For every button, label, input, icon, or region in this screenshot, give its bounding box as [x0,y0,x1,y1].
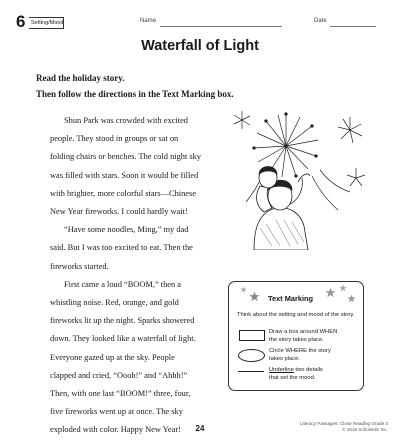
story-line: First came a loud “BOOM,” then a [64,279,181,289]
unit-number: 6 [16,12,26,31]
story-line: said. But I was too excited to eat. Then the [50,243,193,253]
instruction-line: Then follow the directions in the Text Marking box. [36,89,234,99]
box-symbol [239,330,265,341]
date-line[interactable] [330,26,376,27]
story-line: down. They looked like a waterfall of light. [50,334,196,344]
instruction-line: the story takes place. [269,337,324,344]
story-text [50,112,230,440]
story-line: was filled with stars. Soon it would be filled [50,170,199,180]
page-number: 24 [195,424,205,433]
page-title: Waterfall of Light [141,38,259,54]
star-icon [240,286,247,293]
instructions [36,70,234,102]
instruction-line: takes place. [269,356,300,363]
story-line: five fireworks went up at once. The sky [50,407,183,417]
instruction-line: that set the mood. [269,375,316,382]
credit-line: © 2016 Scholastic Inc. [342,427,388,432]
name-label: Name [140,18,157,24]
story-paragraph [50,112,230,221]
underline-rest: two details [293,367,323,373]
star-icon [339,284,347,292]
story-line: Everyone gazed up at the sky. People [50,352,175,362]
story-line: Shun Park was crowded with excited [64,116,188,125]
instruction-line: Read the holiday story. [36,73,125,83]
instruction-line: Circle WHERE the story [269,348,331,354]
story-line: fireworks lit up the night. Sparks showered [50,316,195,326]
date-label: Date [314,18,327,24]
box-instruction [269,328,361,345]
story-line: clapped and cried, “Oooh!” and “Ahhh!” [50,370,188,380]
fireworks-illustration [224,108,372,250]
text-marking-title: Text Marking [268,294,314,303]
story-line: whistling noise. Red, orange, and gold [50,298,179,308]
underline-word: Underline [269,367,294,373]
instruction-line: Draw a box around WHEN [269,329,338,335]
underline-symbol [238,371,264,372]
story-paragraph [50,276,230,440]
story-line: “Have some noodles, Ming,” my dad [64,225,189,235]
text-marking-intro: Think about the setting and mood of the story. [237,312,355,318]
text-marking-box [228,281,364,391]
story-paragraph [50,221,230,276]
unit-tab: Setting/Mood [29,17,64,29]
credits [300,421,388,433]
story-line: folding chairs or benches. The cold night sky [50,152,202,162]
instruction-line [269,366,361,374]
story-line: fireworks started. [50,261,109,271]
story-line: people. They stood in groups or sat on [50,134,179,144]
story-line: exploded with color. Happy New Year! [50,425,181,435]
star-icon [325,287,336,298]
circle-symbol [238,349,265,362]
story-line: Then, with one last “BOOM!” three, four, [50,389,191,399]
star-icon [347,294,356,303]
name-line[interactable] [160,26,282,27]
story-line: with brighter, more colorful stars—Chinese [50,188,196,198]
underline-instruction [269,366,361,383]
story-line: New Year fireworks. I could hardly wait! [50,207,188,217]
star-icon [249,291,260,302]
circle-instruction [269,347,361,364]
credit-line: Literacy Passages: Close Reading Grade 3 [299,421,388,426]
